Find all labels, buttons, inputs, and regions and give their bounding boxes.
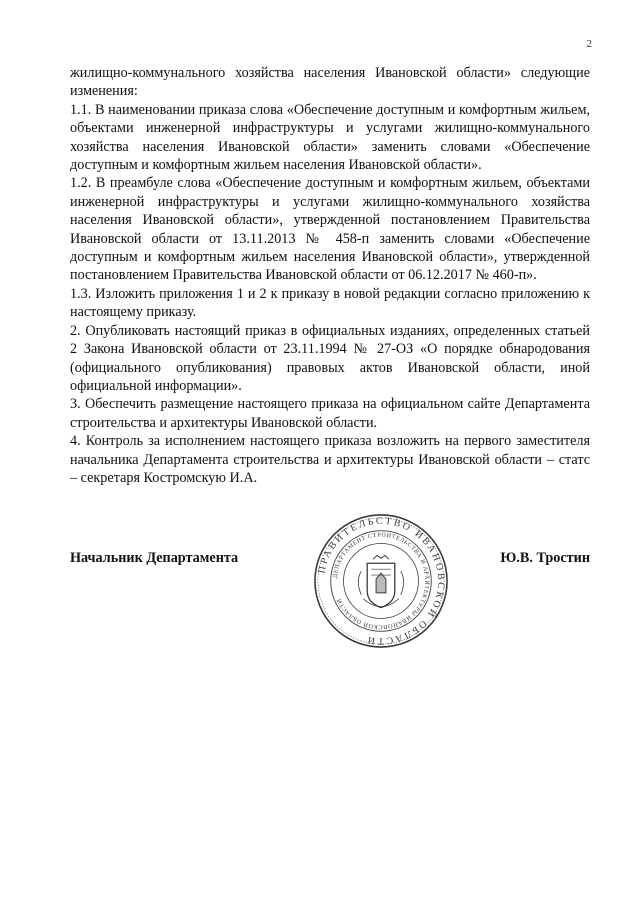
page-number: 2 xyxy=(586,38,592,50)
paragraph-3: 3. Обеспечить размещение настоящего приказа на официальном сайте Департамента строительства и архитектуры Ивановской области. xyxy=(70,396,590,431)
document-body xyxy=(70,64,590,487)
seal-outer-text: ПРАВИТЕЛЬСТВО ИВАНОВСКОЙ ОБЛАСТИ xyxy=(316,515,447,647)
official-seal-icon xyxy=(312,512,450,650)
paragraph-1-1: 1.1. В наименовании приказа слова «Обеспечение доступным и комфортным жильем, объектами инженерной инфраструктуры и услугами жилищно-коммунального хозяйства населения Ивановской области» заменить словами «Обеспечение доступным и комфортным жильем населения Ивановской области». xyxy=(70,101,590,174)
paragraph-1-2: 1.2. В преамбуле слова «Обеспечение доступным и комфортным жильем, объектами инженерной инфраструктуры и услугами жилищно-коммунального хозяйства населения Ивановской области», утвержденной постановлением Правительства Ивановской области от 13.11.2013 № 458-п заменить словами «Обеспечение доступным и комфортным жильем населения Ивановской области», утвержденной постановлением Правительства Ивановской области от 06.12.2017 № 460-п». xyxy=(70,175,590,284)
seal-inner-text: ДЕПАРТАМЕНТ СТРОИТЕЛЬСТВА И АРХИТЕКТУРЫ ИВАНОВСКОЙ ОБЛАСТИ xyxy=(332,532,430,630)
paragraph-2: 2. Опубликовать настоящий приказ в официальных изданиях, определенных статьей 2 Закона Ивановской области от 23.11.1994 № 27-ОЗ «О порядке обнародования (официального опубликования) правовых актов Ивановской области, иной официальной информации». xyxy=(70,322,590,394)
paragraph-1-3: 1.3. Изложить приложения 1 и 2 к приказу в новой редакции согласно приложению к настоящему приказу. xyxy=(70,285,590,321)
signatory-name: Ю.В. Тростин xyxy=(500,550,590,566)
paragraph-4: 4. Контроль за исполнением настоящего приказа возложить на первого заместителя начальника Департамента строительства и архитектуры Ивановской области – статс – секретаря Костромскую И.А. xyxy=(70,433,590,486)
paragraph-intro: жилищно-коммунального хозяйства населения Ивановской области» следующие изменения: xyxy=(70,65,590,100)
signatory-title: Начальник Департамента xyxy=(70,550,239,566)
coat-of-arms-icon xyxy=(358,555,403,607)
